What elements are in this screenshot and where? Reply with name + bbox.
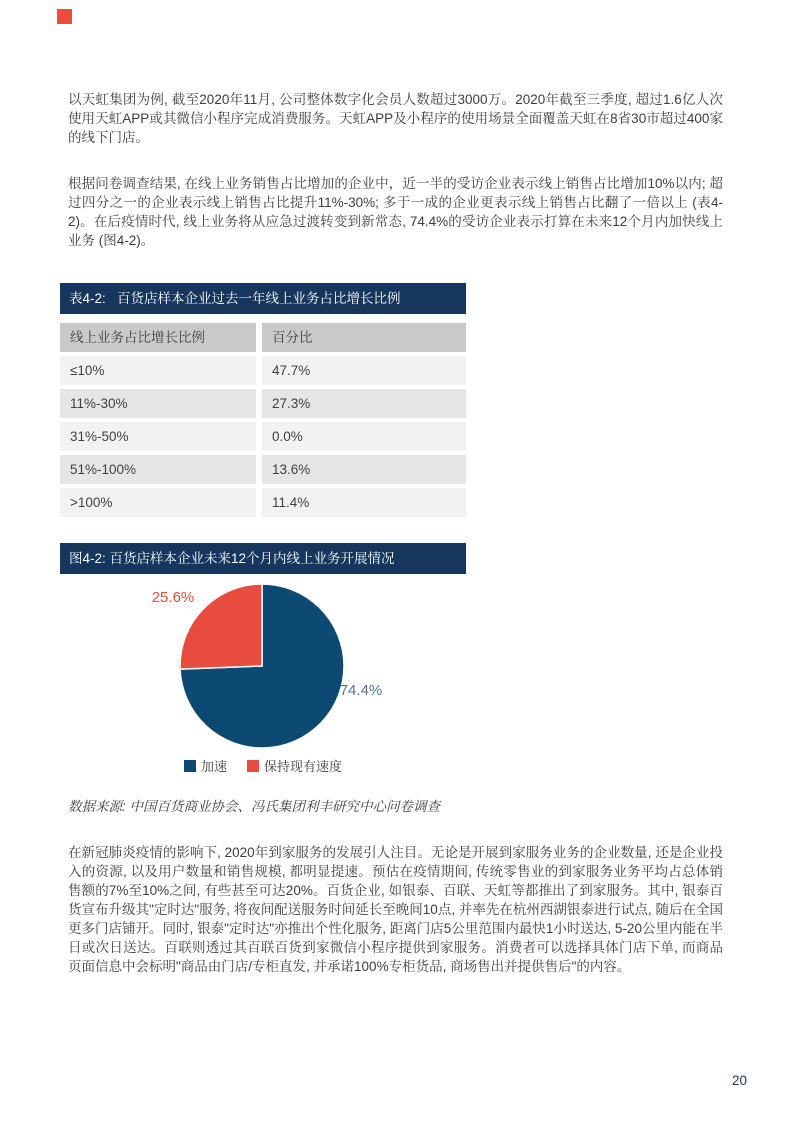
pie-data-label-maintain: 25.6% [151,589,195,606]
legend-swatch-icon [247,760,259,772]
stats-table [60,323,466,517]
table-cell: 11.4% [262,488,466,517]
legend-item-0 [184,756,227,775]
legend-label: 保持现有速度 [264,759,343,774]
pie-data-label-accelerate: 74.4% [339,682,383,699]
table-header-cell: 线上业务占比增长比例 [60,323,256,352]
brand-logo-mark [57,9,72,24]
table-cell: 13.6% [262,455,466,484]
chart-legend [60,756,466,775]
table-cell: 11%-30% [60,389,256,418]
table-cell: 0.0% [262,422,466,451]
table-cell: ≤10% [60,356,256,385]
pie-chart-area [60,574,466,789]
table-cell: 47.7% [262,356,466,385]
table-4-2 [60,283,466,517]
data-source-note: 数据来源: 中国百货商业协会、冯氏集团利丰研究中心问卷调查 [68,799,441,814]
table-cell: 51%-100% [60,455,256,484]
paragraph-survey-results: 根据问卷调查结果, 在线上业务销售占比增加的企业中，近一半的受访企业表示线上销售占比增加10%以内; 超过四分之一的企业表示线上销售占比提升11%-30%; 多于一成的企业更表示线上销售占比翻了一倍以上 (表4-2)。在后疫情时代, 线上业务将从应急过渡转变到新常态, 74.4%的受访企业表示打算在未来12个月内加快线上业务 (图4-2)。 [68,176,723,248]
legend-swatch-icon [184,760,196,772]
table-header-cell: 百分比 [262,323,466,352]
figure-4-2 [60,543,466,789]
table-title-bar: 表4-2: 百货店样本企业过去一年线上业务占比增长比例 [60,283,466,314]
legend-label: 加速 [200,759,227,774]
table-cell: 31%-50% [60,422,256,451]
paragraph-home-delivery: 在新冠肺炎疫情的影响下, 2020年到家服务的发展引人注目。无论是开展到家服务业务的企业数量, 还是企业投入的资源, 以及用户数量和销售规模, 都明显提速。预估在疫情期间, 传统零售业的到家服务业务平均占总体销售额的7%至10%之间, 有些甚至可达20%。百货企业, 如银泰、百联、天虹等都推出了到家服务。其中, 银泰百货宣布升级其"定时达"服务, 将夜间配送服务时间延长至晚间10点, 并率先在杭州西湖银泰进行试点, 随后在全国更多门店铺开。同时, 银泰"定时达"亦推出个性化服务, 距离门店5公里范围内最快1小时送达, 5-20公里内能在半日或次日送达。百联则透过其百联百货到家微信小程序提供到家服务。消费者可以选择具体门店下单, 而商品页面信息中会标明"商品由门店/专柜直发, 并承诺100%专柜货品, 商场售出并提供售后"的内容。 [68,845,724,974]
table-cell: 27.3% [262,389,466,418]
page-body [68,90,723,976]
legend-item-1 [247,756,342,775]
figure-title-bar: 图4-2: 百货店样本企业未来12个月内线上业务开展情况 [60,543,466,574]
table-cell: >100% [60,488,256,517]
paragraph-tianhong: 以天虹集团为例, 截至2020年11月, 公司整体数字化会员人数超过3000万。2020年截至三季度, 超过1.6亿人次使用天虹APP或其微信小程序完成消费服务。天虹APP及小程序的使用场景全面覆盖天虹在8省30市超过400家的线下门店。 [68,92,723,145]
page-number: 20 [731,1073,747,1088]
